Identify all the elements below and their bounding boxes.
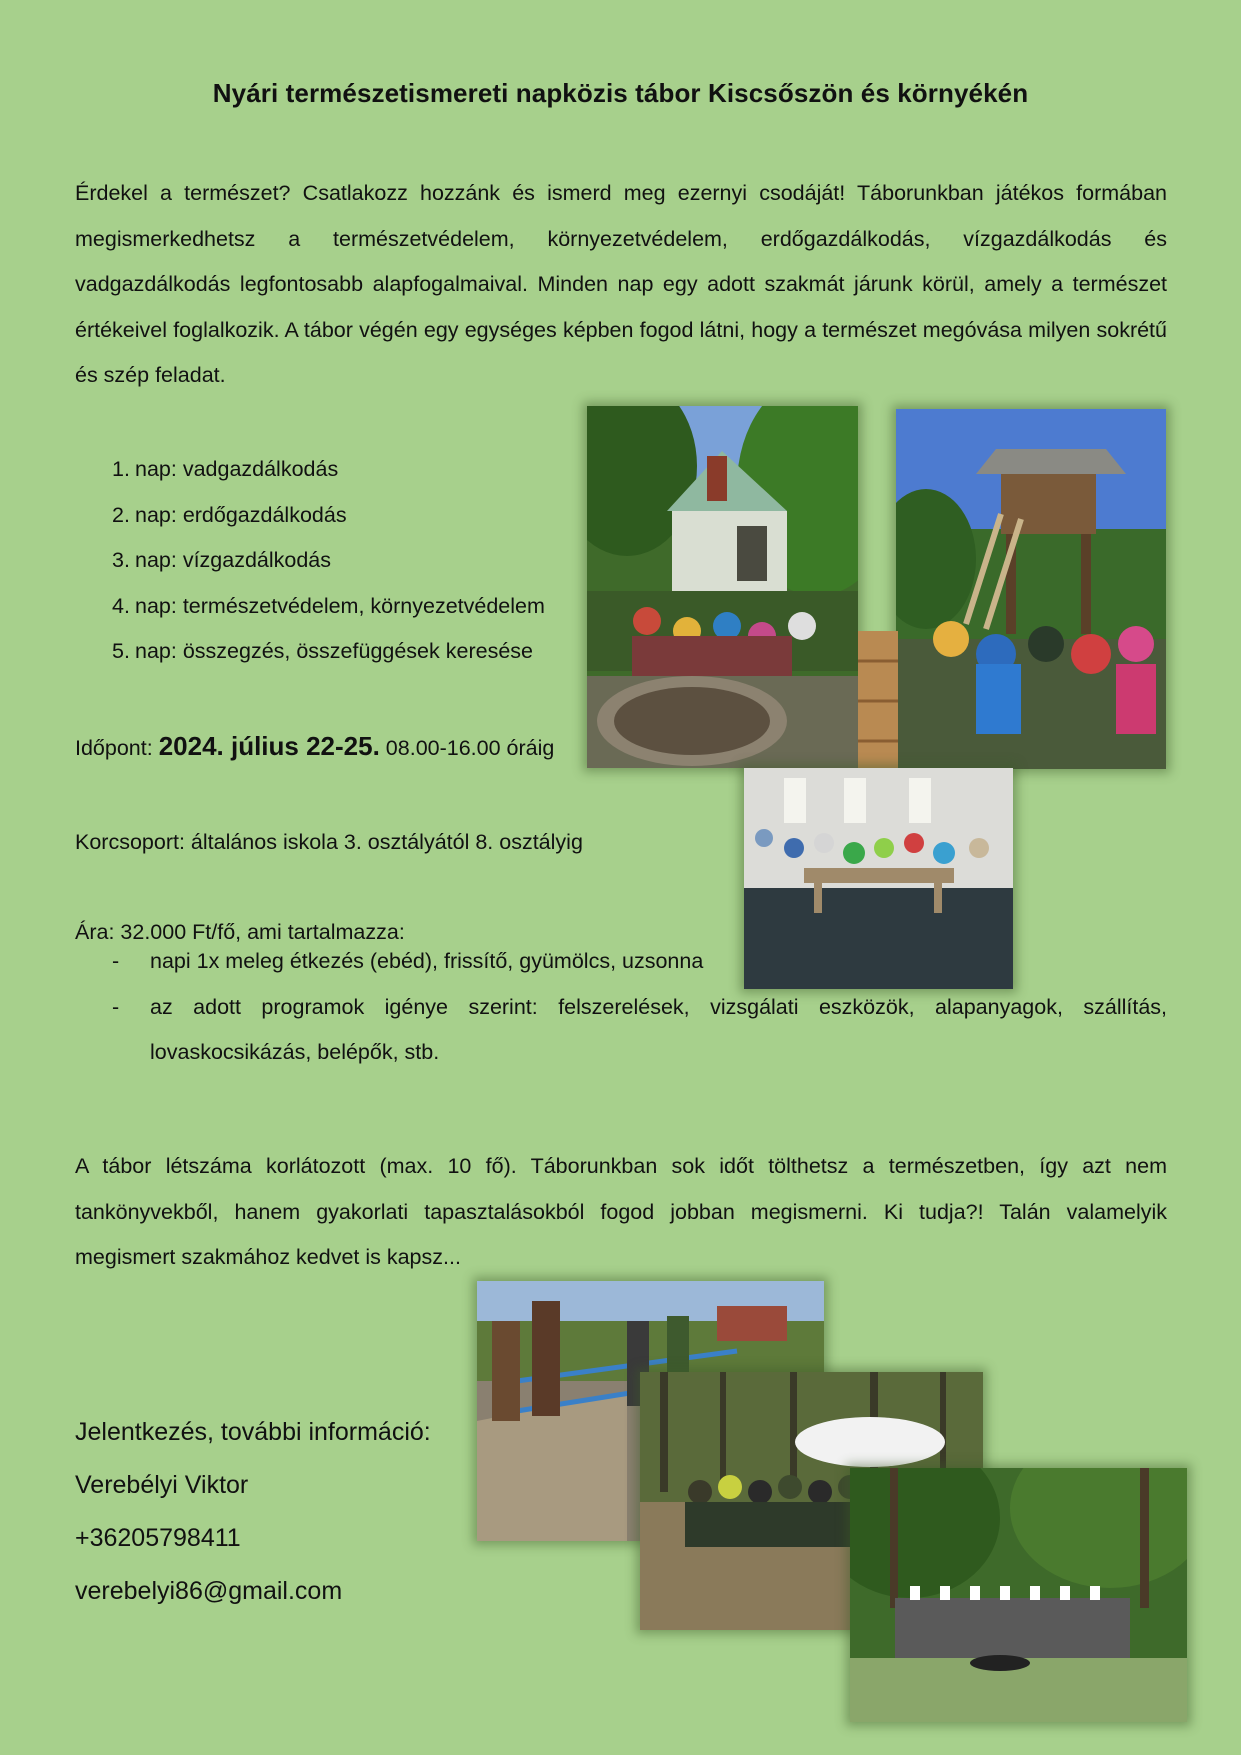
- price-line: Ára: 32.000 Ft/fő, ami tartalmazza:: [75, 920, 405, 944]
- schedule-line: [75, 731, 554, 762]
- dash-bullet: -: [112, 994, 120, 1019]
- schedule-time: 08.00-16.00 óráig: [379, 736, 555, 760]
- intro-paragraph: Érdekel a természet? Csatlakozz hozzánk és ismerd meg ezernyi csodáját! Táborunkban játékos formában megismerkedhetsz a természetvédelem, környezetvédelem, erdőgazdálkodás, vízgazdálkodás és vadgazdálkodás legfontosabb alapfogalmaival. Minden nap egy adott szakmát járunk körül, amely a természet értékeivel foglalkozik. A tábor végén egy egységes képben fogod látni, hogy a természet megóvása milyen sokrétű és szép feladat.: [75, 181, 1167, 388]
- age-group: Korcsoport: általános iskola 3. osztályától 8. osztályig: [75, 830, 583, 854]
- day-number: 2.: [112, 502, 130, 527]
- contact-heading: Jelentkezés, további információ:: [75, 1418, 431, 1446]
- day-text: nap: vadgazdálkodás: [135, 457, 339, 481]
- day-number: 4.: [112, 593, 130, 618]
- closing-paragraph: A tábor létszáma korlátozott (max. 10 fő). Táborunkban sok időt tölthetsz a természetben, így azt nem tankönyvekből, hanem gyakorlati tapasztalásokból fogod jobban megismerni. Ki tudja?! Talán valamelyik megismert szakmához kedvet is kapsz...: [75, 1154, 1167, 1270]
- include-text: napi 1x meleg étkezés (ebéd), frissítő, gyümölcs, uzsonna: [150, 949, 704, 973]
- day-number: 5.: [112, 639, 130, 664]
- contact-email: verebelyi86@gmail.com: [75, 1577, 343, 1605]
- day-text: nap: vízgazdálkodás: [135, 548, 332, 573]
- list-item: [112, 447, 545, 493]
- schedule-date: 2024. július 22-25.: [158, 731, 380, 761]
- contact-name: Verebélyi Viktor: [75, 1471, 249, 1499]
- day-text: nap: összegzés, összefüggések keresése: [135, 639, 533, 664]
- day-number: 3.: [112, 548, 130, 573]
- include-text: az adott programok igénye szerint: felszerelések, vizsgálati eszközök, alapanyagok, szállítás, lovaskocsikázás, belépők, stb.: [150, 994, 1167, 1065]
- list-item: [112, 584, 545, 630]
- photo-cabin-group: [587, 406, 858, 768]
- day-number: 1.: [112, 457, 130, 481]
- page-title: Nyári természetismereti napközis tábor Kiscsőszön és környékén: [212, 78, 1029, 108]
- photo-forest-certificates: [850, 1468, 1187, 1722]
- list-item: [112, 538, 545, 584]
- day-list: [112, 447, 545, 675]
- photo-classroom: [744, 768, 1013, 989]
- contact-phone: +36205798411: [75, 1524, 241, 1552]
- list-item: [112, 493, 545, 539]
- day-text: nap: erdőgazdálkodás: [135, 502, 347, 527]
- day-text: nap: természetvédelem, környezetvédelem: [135, 593, 545, 618]
- photo-hunting-tower: [896, 409, 1166, 769]
- contact-block: [75, 1406, 431, 1618]
- list-item: [112, 985, 1167, 1076]
- schedule-label: Időpont:: [75, 736, 159, 760]
- dash-bullet: -: [112, 949, 120, 973]
- list-item: [112, 629, 545, 675]
- photo-wood-strip: [858, 631, 898, 768]
